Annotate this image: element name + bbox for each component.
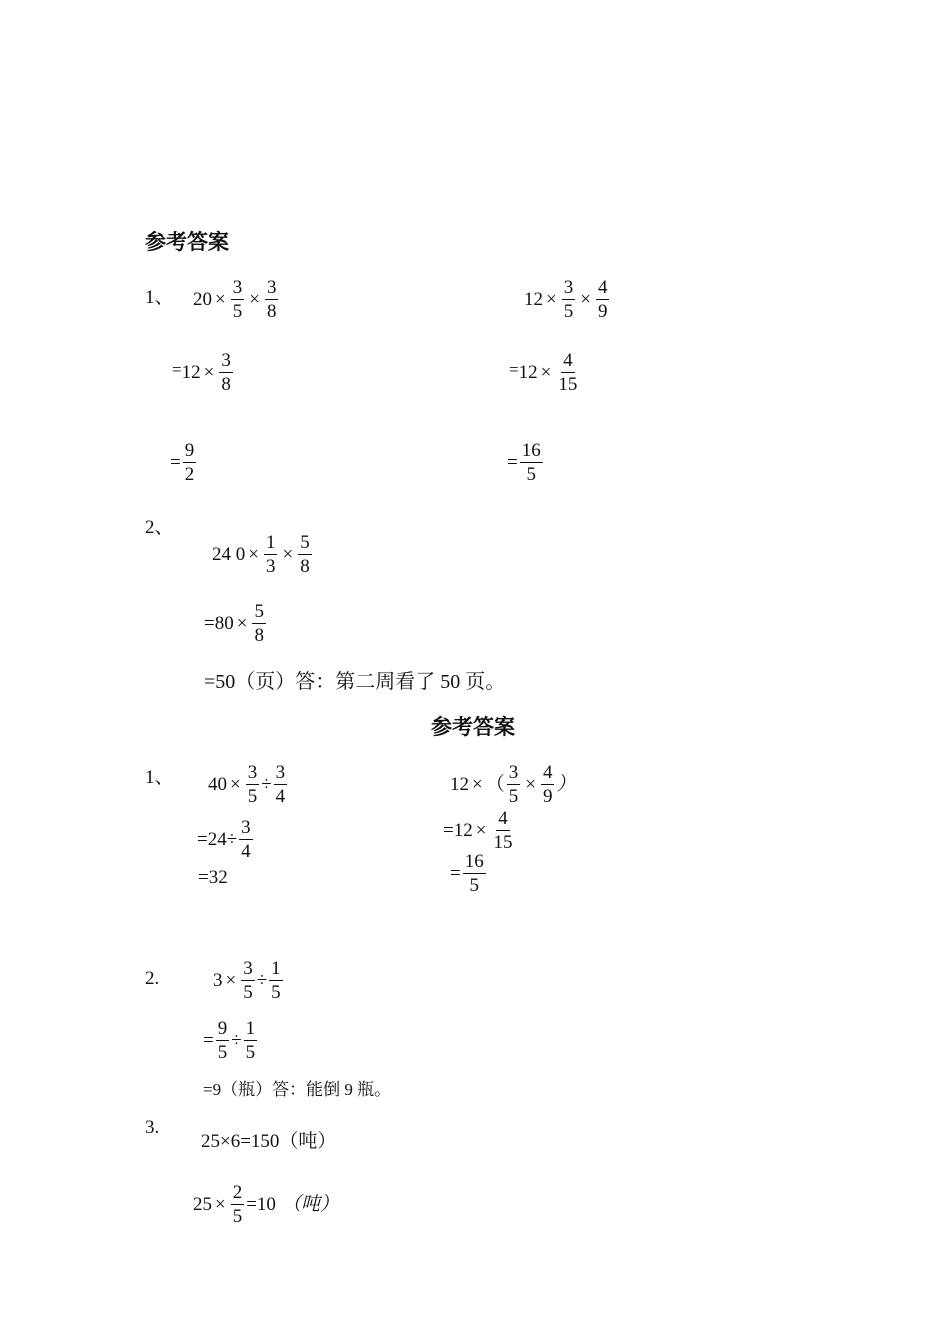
s1-q1-right-line1: [524, 278, 611, 321]
number: 12: [453, 819, 473, 841]
equals: =: [170, 452, 181, 473]
fraction: $\frac{4}{15}$: [558, 350, 578, 395]
number: 3: [213, 969, 223, 991]
number: 80: [214, 613, 234, 634]
fraction: $\frac{4}{9}$: [597, 277, 608, 322]
fraction: $\frac{3}{5}$: [508, 762, 519, 807]
equals: =: [172, 360, 182, 379]
number: 20: [193, 289, 212, 310]
operator: ×: [248, 544, 259, 565]
fraction: $\frac{3}{8}$: [221, 350, 231, 395]
s1-q1-label: 1、: [145, 287, 174, 308]
fraction: $\frac{3}{4}$: [275, 762, 286, 807]
equals: =: [507, 452, 518, 473]
operator: ÷: [231, 1029, 242, 1051]
operator: ×: [580, 289, 591, 310]
s2-q1-left-line1: [208, 762, 289, 807]
operator: ×: [215, 1193, 226, 1215]
s2-q3-label: 3.: [145, 1117, 160, 1138]
fraction: $\frac{5}{8}$: [254, 601, 264, 646]
fraction: $\frac{16}{5}$: [464, 850, 484, 896]
operator: ×: [203, 362, 215, 383]
s1-q1-left-line2: [172, 351, 235, 394]
number: 12: [181, 362, 201, 383]
s1-q1-left-line1: [193, 278, 280, 321]
fraction: $\frac{9}{5}$: [217, 1017, 228, 1063]
fraction: $\frac{4}{9}$: [542, 762, 553, 807]
unit-text: （吨）: [281, 1193, 339, 1215]
section1-title: 参考答案: [145, 230, 229, 254]
fraction: $\frac{3}{8}$: [266, 277, 277, 322]
s2-q1-label: 1、: [145, 767, 174, 788]
fraction: $\frac{4}{15}$: [493, 807, 513, 853]
number: 12: [518, 362, 538, 383]
section2-title: 参考答案: [431, 715, 515, 739]
s1-q2-line1: [212, 533, 314, 576]
equals: =: [443, 819, 454, 841]
operator: ÷: [261, 774, 272, 795]
s2-q1-right-line2: [443, 806, 516, 854]
s2-q1-right-line3: [450, 850, 488, 896]
fraction: $\frac{3}{5}$: [563, 277, 574, 322]
s1-q1-right-line3: [507, 441, 545, 484]
equals: =: [204, 613, 215, 634]
s2-q1-right-line1: [450, 762, 575, 807]
operator: ÷: [256, 969, 268, 991]
equals: =10: [246, 1193, 276, 1215]
operator: ÷: [226, 828, 238, 850]
equals: =: [509, 360, 519, 379]
operator: ×: [230, 774, 241, 795]
fraction: $\frac{2}{5}$: [232, 1181, 243, 1227]
s2-q3-line2: [193, 1180, 339, 1228]
s1-q1-left-line3: [170, 441, 198, 484]
paren-open: （: [485, 774, 505, 795]
s2-q2-line1: [213, 956, 285, 1004]
s2-q2-answer: =9（瓶）答：能倒 9 瓶。: [203, 1080, 392, 1099]
s2-q2-line2: [203, 1016, 259, 1064]
operator: ×: [472, 774, 483, 795]
operator: ×: [282, 544, 294, 565]
operator: ×: [236, 613, 248, 634]
equals: =: [203, 1029, 214, 1051]
number: 12: [524, 289, 543, 310]
fraction: $\frac{3}{4}$: [241, 816, 251, 862]
number: 12: [450, 774, 469, 795]
operator: ×: [525, 774, 536, 795]
s2-q3-line1: 25×6=150（吨）: [201, 1131, 337, 1152]
number: 24: [207, 828, 227, 850]
operator: ×: [540, 362, 552, 383]
operator: ×: [249, 289, 260, 310]
s1-q2-answer: =50（页）答：第二周看了 50 页。: [204, 671, 506, 693]
operator: ×: [546, 289, 557, 310]
fraction: $\frac{1}{5}$: [271, 957, 281, 1003]
fraction: $\frac{3}{5}$: [232, 277, 243, 322]
fraction: $\frac{9}{2}$: [184, 440, 195, 485]
s1-q2-label: 2、: [145, 517, 174, 538]
s1-q2-line2: [204, 602, 268, 645]
s1-q1-right-line2: [509, 351, 581, 394]
number: 40: [208, 774, 227, 795]
number: 24 0: [212, 544, 246, 565]
fraction: $\frac{1}{5}$: [245, 1017, 256, 1063]
s2-q1-left-result: =32: [198, 867, 228, 888]
operator: ×: [475, 819, 487, 841]
number: 25: [193, 1193, 212, 1215]
operator: ×: [215, 289, 226, 310]
fraction: $\frac{5}{8}$: [300, 532, 310, 577]
paren-close: ）: [556, 774, 576, 795]
fraction: $\frac{3}{5}$: [243, 957, 253, 1003]
equals: =: [197, 828, 208, 850]
equals: =: [450, 862, 461, 884]
fraction: $\frac{16}{5}$: [521, 440, 541, 485]
fraction: $\frac{3}{5}$: [247, 762, 258, 807]
operator: ×: [225, 969, 237, 991]
s2-q2-label: 2.: [145, 968, 160, 989]
s2-q1-left-line2: [197, 815, 255, 863]
fraction: $\frac{1}{3}$: [265, 532, 276, 577]
